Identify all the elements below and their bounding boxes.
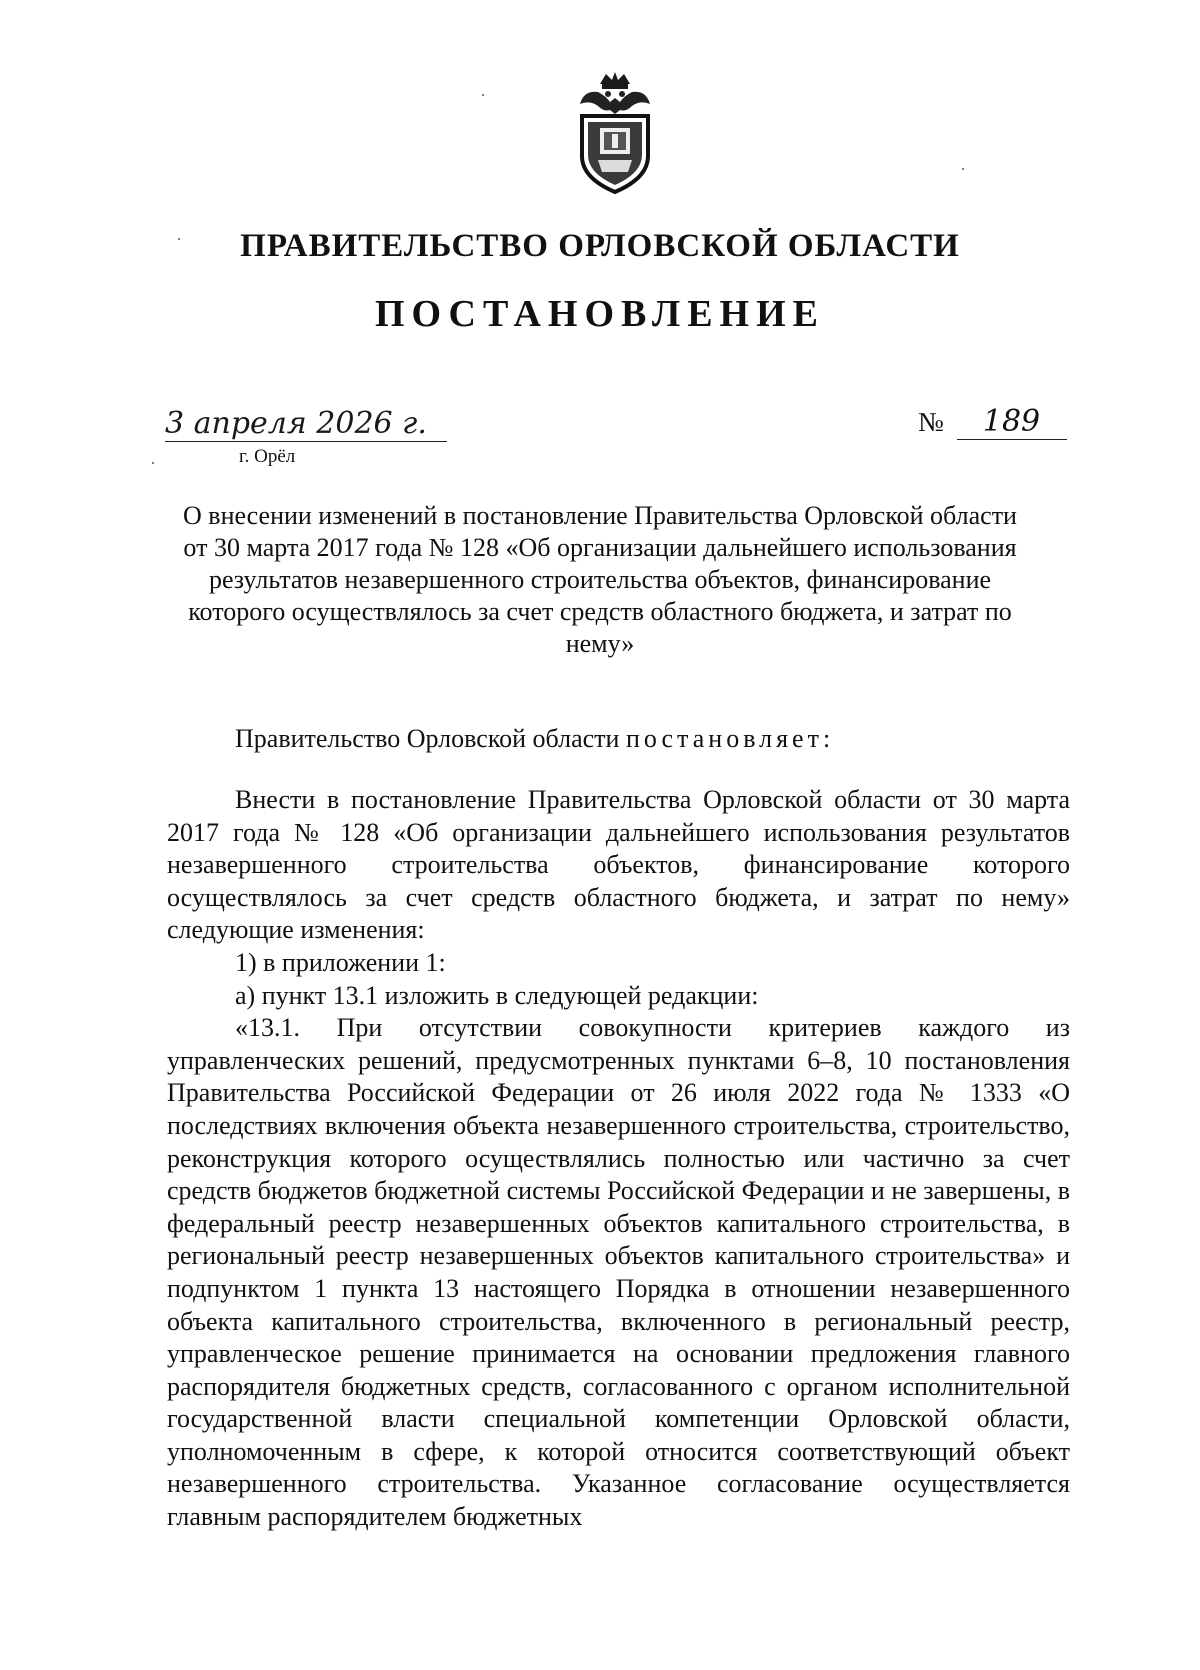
scan-speck [152,462,154,464]
document-type-title: ПОСТАНОВЛЕНИЕ [374,293,826,335]
body-list-item: а) пункт 13.1 изложить в следующей редакции: [235,980,759,1010]
body-paragraph: Внести в постановление Правительства Орловской области от 30 марта 2017 года № 128 «Об организации дальнейшего использования результатов незавершенного строительства объектов, финансирование которого осуществлялось за счет средств областного бюджета, и затрат по нему» следующие изменения: [167,785,1070,945]
lead-resolves: постановляет: [625,724,835,753]
handwritten-date: 3 апреля 2026 г. [165,406,447,442]
scan-speck [962,168,964,170]
body-paragraph: «13.1. При отсутствии совокупности критериев каждого из управленческих решений, предусмотренных пунктами 6–8, 10 постановления Правительства Российской Федерации от 26 июля 2022 года № 1333 «О последствиях включения объекта незавершенного строительства, строительство, реконструкция которого осуществлялись полностью или частично за счет средств бюджетов бюджетной системы Российской Федерации и не завершены, в федеральный реестр незавершенных объектов капитального строительства, в региональный реестр незавершенных объектов капитального строительства» и подпунктом 1 пункта 13 настоящего Порядка в отношении незавершенного объекта капитального строительства, включенного в региональный реестр, управленческое решение принимается на основании предложения главного распорядителя бюджетных средств, согласованного с органом исполнительной государственной власти специальной компетенции Орловской области, уполномоченным в сфере, к которой относится соответствующий объект незавершенного строительства. Указанное согласование осуществляется главным распорядителем бюджетных [167,1013,1070,1532]
coat-of-arms-icon [570,70,660,198]
organization-title: ПРАВИТЕЛЬСТВО ОРЛОВСКОЙ ОБЛАСТИ [240,228,960,264]
document-subject: О внесении изменений в постановление Правительства Орловской области от 30 марта 2017 года № 128 «Об организации дальнейшего использования результатов незавершенного строительства объектов, финансирование которого осуществлялось за счет средств областного бюджета, и затрат по нему» [183,501,1017,658]
date-block [165,406,425,466]
scan-speck [178,238,180,240]
handwritten-number: 189 [957,404,1067,440]
resolution-lead [235,724,834,754]
lead-text: Правительство Орловской области [235,724,626,753]
city-label: г. Орёл [239,446,296,467]
number-prefix: № [918,407,944,437]
body-list-item: 1) в приложении 1: [235,947,446,977]
document-number [918,404,1067,440]
document-body [167,784,1070,1534]
scan-speck [482,94,484,96]
